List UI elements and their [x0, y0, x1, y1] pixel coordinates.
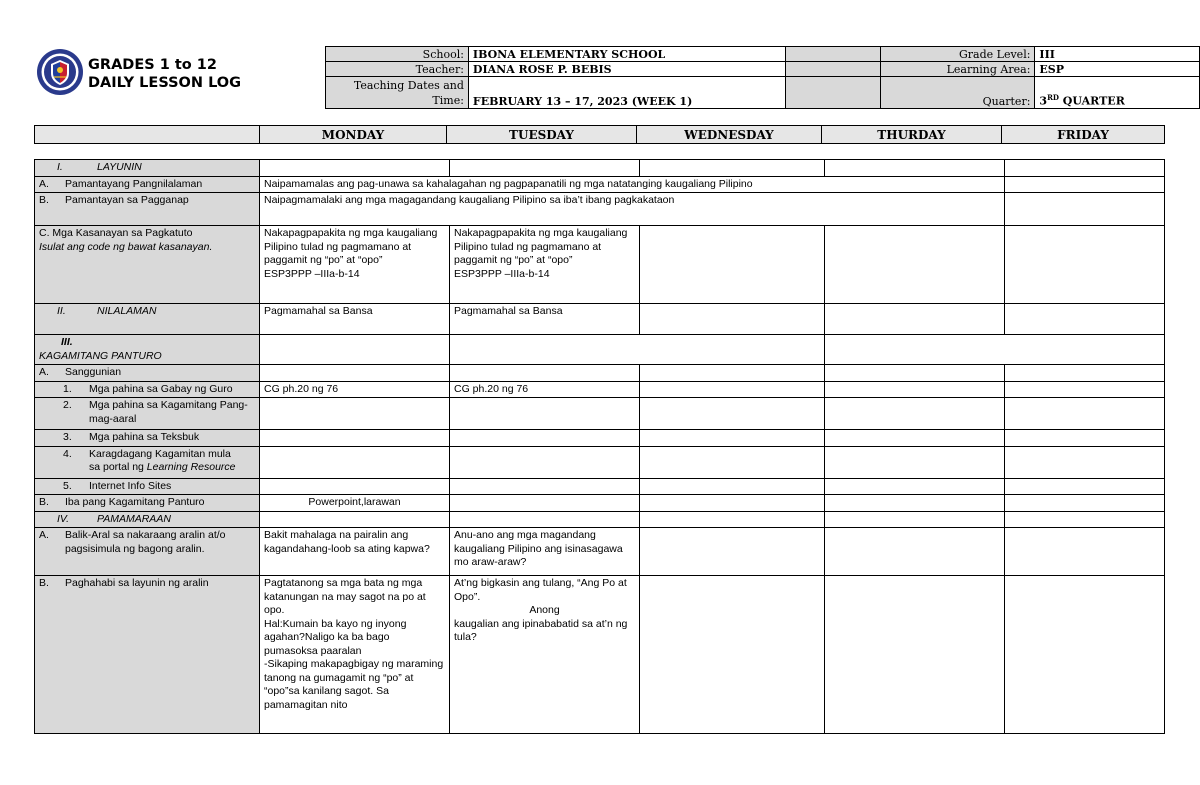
- cell-thursday: [825, 430, 1005, 447]
- competency-text: Nakapagpapakita ng mga kaugaliang Pilipino tulad ng pagmamano at paggamit ng “po” at “opo”: [454, 227, 628, 266]
- section-nilalaman: [35, 304, 260, 335]
- cell-wednesday: [640, 528, 825, 576]
- cell-tuesday: [450, 160, 640, 177]
- cell-thursday: [825, 160, 1005, 177]
- cell-monday: Pagtatanong sa mga bata ng mga katanungan na may sagot na po at opo. Hal:Kumain ba kayo ng inyong agahan?Naligo ka ba bago pumasoksa paaralan -Sikaping makapagbigay ng maraming tanong na gumagamit ng “po” at “opo”sa kanilang sagot. Sa pamamagitan nito: [260, 576, 450, 734]
- cell-monday: [260, 511, 450, 528]
- dates-value: FEBRUARY 13 – 17, 2023 (WEEK 1): [468, 77, 785, 109]
- row-number: A.: [39, 366, 49, 378]
- cell-monday: [260, 365, 450, 382]
- cell-thursday: [825, 304, 1005, 335]
- cell-friday: [1005, 365, 1165, 382]
- cell-wednesday: [640, 478, 825, 495]
- cell-thursday: [825, 365, 1005, 382]
- cell-monday: [260, 335, 450, 365]
- tuesday-text-line3: kaugalian ang ipinababatid sa at’n ng tula?: [454, 617, 628, 643]
- cell-thursday: [825, 495, 1005, 512]
- school-label: School:: [326, 47, 469, 62]
- day-header-tuesday: TUESDAY: [447, 126, 637, 144]
- row-label: Pamantayan sa Pagganap: [65, 194, 189, 206]
- cell-wednesday: [640, 365, 825, 382]
- row-label: Mga pahina sa Gabay ng Guro: [89, 382, 233, 395]
- cell-monday: [260, 478, 450, 495]
- cell-tuesday-wednesday: [450, 335, 825, 365]
- label-kasanayan: [35, 226, 260, 304]
- table-row: [35, 335, 1165, 365]
- day-header-monday: MONDAY: [260, 126, 447, 144]
- cell-tuesday: Pagmamahal sa Bansa: [450, 304, 640, 335]
- cell-monday: Bakit mahalaga na pairalin ang kagandahang-loob sa ating kapwa?: [260, 528, 450, 576]
- competency-code: ESP3PPP –IIIa-b-14: [454, 267, 550, 280]
- table-row: [35, 495, 1165, 512]
- cell-wednesday: [640, 446, 825, 478]
- cell-tuesday: [450, 365, 640, 382]
- row-label: Internet Info Sites: [89, 479, 172, 492]
- cell-monday: [260, 398, 450, 430]
- row-label: Pamantayang Pangnilalaman: [65, 177, 203, 190]
- table-row: [35, 430, 1165, 447]
- quarter-word: QUARTER: [1058, 95, 1125, 108]
- cell-tuesday: [450, 398, 640, 430]
- table-row: [35, 528, 1165, 576]
- cell-friday: [1005, 478, 1165, 495]
- section-kagamitan: [35, 335, 260, 365]
- table-row: [35, 478, 1165, 495]
- row-label: Iba pang Kagamitang Panturo: [65, 496, 205, 508]
- cell-friday: [1005, 193, 1165, 226]
- cell-tuesday: [450, 226, 640, 304]
- row-label: Mga pahina sa Teksbuk: [89, 431, 200, 443]
- cell-wednesday: [640, 381, 825, 398]
- label-balik-aral: [35, 528, 260, 576]
- table-row: [35, 304, 1165, 335]
- header-info-table: [325, 46, 1200, 109]
- school-value: IBONA ELEMENTARY SCHOOL: [468, 47, 785, 62]
- label-pamantayan-pagganap: [35, 193, 260, 226]
- row-number: A.: [39, 177, 49, 190]
- day-header-wednesday: WEDNESDAY: [637, 126, 822, 144]
- cell-thursday: [825, 528, 1005, 576]
- row-number: B.: [39, 577, 49, 589]
- row-label: NILALAMAN: [97, 305, 157, 317]
- row-sublabel: Isulat ang code ng bawat kasanayan.: [39, 240, 213, 253]
- row-label: Paghahabi sa layunin ng aralin: [65, 577, 209, 589]
- table-row: [35, 446, 1165, 478]
- cell-wednesday: [640, 398, 825, 430]
- label-internet-sites: [35, 478, 260, 495]
- label-pamantayang-pangnilalaman: [35, 176, 260, 193]
- cell-friday: [1005, 511, 1165, 528]
- row-label: KAGAMITANG PANTURO: [39, 349, 162, 362]
- cell-friday: [1005, 160, 1165, 177]
- cell-friday: [1005, 381, 1165, 398]
- table-row: [35, 576, 1165, 734]
- quarter-number: 3: [1039, 95, 1048, 108]
- spacer-cell: [786, 77, 881, 109]
- tuesday-text-line1: At’ng bigkasin ang tulang, “Ang Po at Opo”.: [454, 577, 627, 603]
- cell-monday: [260, 226, 450, 304]
- cell-monday: Powerpoint,larawan: [260, 495, 450, 512]
- row-label: Sanggunian: [65, 366, 122, 378]
- cell-thursday: [825, 478, 1005, 495]
- cell-thursday: [825, 381, 1005, 398]
- cell-friday: [1005, 528, 1165, 576]
- cell-wednesday: [640, 304, 825, 335]
- cell-monday: [260, 160, 450, 177]
- content-pamantayang-pangnilalaman: Naipamamalas ang pag-unawa sa kahalagahan ng pagpapanatili ng mga natatanging kaugaliang Pilipino: [260, 176, 1005, 193]
- cell-friday: [1005, 576, 1165, 734]
- table-row: [35, 160, 1165, 177]
- cell-wednesday: [640, 511, 825, 528]
- cell-monday: [260, 446, 450, 478]
- teacher-label: Teacher:: [326, 62, 469, 77]
- cell-thursday: [825, 576, 1005, 734]
- learning-area-label: Learning Area:: [880, 62, 1035, 77]
- row-number: 2.: [63, 399, 72, 411]
- cell-tuesday: [450, 446, 640, 478]
- cell-monday: Pagmamahal sa Bansa: [260, 304, 450, 335]
- cell-thursday: [825, 446, 1005, 478]
- table-row: [35, 365, 1165, 382]
- row-label-line2: sa portal ng: [89, 461, 147, 473]
- cell-tuesday: [450, 576, 640, 734]
- cell-tuesday: [450, 478, 640, 495]
- row-label: PAMAMARAAN: [97, 512, 171, 525]
- day-header-empty: [35, 126, 260, 144]
- row-number: 4.: [63, 447, 72, 460]
- row-number: 3.: [63, 431, 72, 443]
- row-number: I.: [57, 161, 63, 173]
- cell-tuesday: [450, 495, 640, 512]
- row-number: 1.: [63, 382, 72, 395]
- section-layunin: [35, 160, 260, 177]
- cell-wednesday: [640, 226, 825, 304]
- title-line-1: GRADES 1 to 12: [88, 57, 217, 73]
- cell-friday: [1005, 226, 1165, 304]
- document-title: [88, 56, 241, 92]
- row-number: II.: [57, 305, 66, 317]
- cell-tuesday: Anu-ano ang mga magandang kaugaliang Pilipino ang isinasagawa mo araw-araw?: [450, 528, 640, 576]
- dates-label: [326, 77, 469, 109]
- row-number: A.: [39, 529, 49, 541]
- deped-seal-logo: [36, 48, 84, 96]
- row-label: LAYUNIN: [97, 161, 142, 173]
- table-row: [35, 176, 1165, 193]
- grade-level-label: Grade Level:: [880, 47, 1035, 62]
- label-kagamitang-mag-aaral: [35, 398, 260, 430]
- row-label: C. Mga Kasanayan sa Pagkatuto: [39, 227, 193, 239]
- cell-friday: [1005, 495, 1165, 512]
- content-pamantayan-pagganap: Naipagmamalaki ang mga magagandang kaugaliang Pilipino sa iba’t ibang pagkakataon: [260, 193, 1005, 226]
- label-gabay-guro: [35, 381, 260, 398]
- table-row: [35, 226, 1165, 304]
- quarter-label: Quarter:: [880, 77, 1035, 109]
- grade-level-value: III: [1035, 47, 1200, 62]
- day-header-row: [34, 125, 1165, 144]
- table-row: [35, 193, 1165, 226]
- cell-friday: [1005, 304, 1165, 335]
- label-iba-pang-kagamitan: [35, 495, 260, 512]
- table-row: [35, 398, 1165, 430]
- cell-thursday: [825, 511, 1005, 528]
- row-number: B.: [39, 496, 49, 508]
- day-header-friday: FRIDAY: [1002, 126, 1165, 144]
- competency-code: ESP3PPP –IIIa-b-14: [264, 267, 360, 280]
- lesson-log-table: [34, 159, 1165, 734]
- label-sanggunian: [35, 365, 260, 382]
- dates-label-line1: Teaching Dates and: [353, 79, 464, 92]
- cell-wednesday: [640, 430, 825, 447]
- quarter-value: [1035, 77, 1200, 109]
- cell-monday: CG ph.20 ng 76: [260, 381, 450, 398]
- cell-friday: [1005, 446, 1165, 478]
- row-label: Mga pahina sa Kagamitang Pang-mag-aaral: [89, 399, 248, 425]
- row-label-italic: Learning Resource: [146, 461, 236, 473]
- label-teksbuk: [35, 430, 260, 447]
- cell-friday: [1005, 430, 1165, 447]
- cell-monday: [260, 430, 450, 447]
- row-label: Balik-Aral sa nakaraang aralin at/o pagsisimula ng bagong aralin.: [65, 529, 226, 555]
- table-row: [35, 511, 1165, 528]
- table-row: [35, 381, 1165, 398]
- spacer-cell: [786, 62, 881, 77]
- row-number: B.: [39, 194, 49, 206]
- row-number: IV.: [57, 512, 70, 525]
- title-line-2: DAILY LESSON LOG: [88, 75, 242, 91]
- cell-friday: [1005, 398, 1165, 430]
- tuesday-text-line2: Anong: [529, 604, 560, 616]
- row-label: [89, 448, 236, 475]
- label-karagdagang-kagamitan: [35, 446, 260, 478]
- day-header-thursday: THURDAY: [822, 126, 1002, 144]
- row-number: 5.: [63, 479, 72, 492]
- cell-wednesday: [640, 160, 825, 177]
- learning-area-value: ESP: [1035, 62, 1200, 77]
- spacer-cell: [786, 47, 881, 62]
- cell-thursday-friday: [825, 335, 1165, 365]
- dates-label-line2: Time:: [432, 94, 464, 107]
- label-paghahabi: [35, 576, 260, 734]
- cell-tuesday: [450, 511, 640, 528]
- section-pamamaraan: [35, 511, 260, 528]
- row-number: III.: [61, 336, 73, 348]
- teacher-value: DIANA ROSE P. BEBIS: [468, 62, 785, 77]
- cell-tuesday: [450, 430, 640, 447]
- cell-tuesday: CG ph.20 ng 76: [450, 381, 640, 398]
- row-label-line1: Karagdagang Kagamitan mula: [89, 447, 231, 460]
- cell-thursday: [825, 398, 1005, 430]
- cell-wednesday: [640, 576, 825, 734]
- cell-friday: [1005, 176, 1165, 193]
- competency-text: Nakapagpapakita ng mga kaugaliang Pilipino tulad ng pagmamano at paggamit ng “po” at “opo”: [264, 227, 438, 266]
- quarter-suffix: RD: [1047, 93, 1059, 103]
- cell-wednesday: [640, 495, 825, 512]
- cell-thursday: [825, 226, 1005, 304]
